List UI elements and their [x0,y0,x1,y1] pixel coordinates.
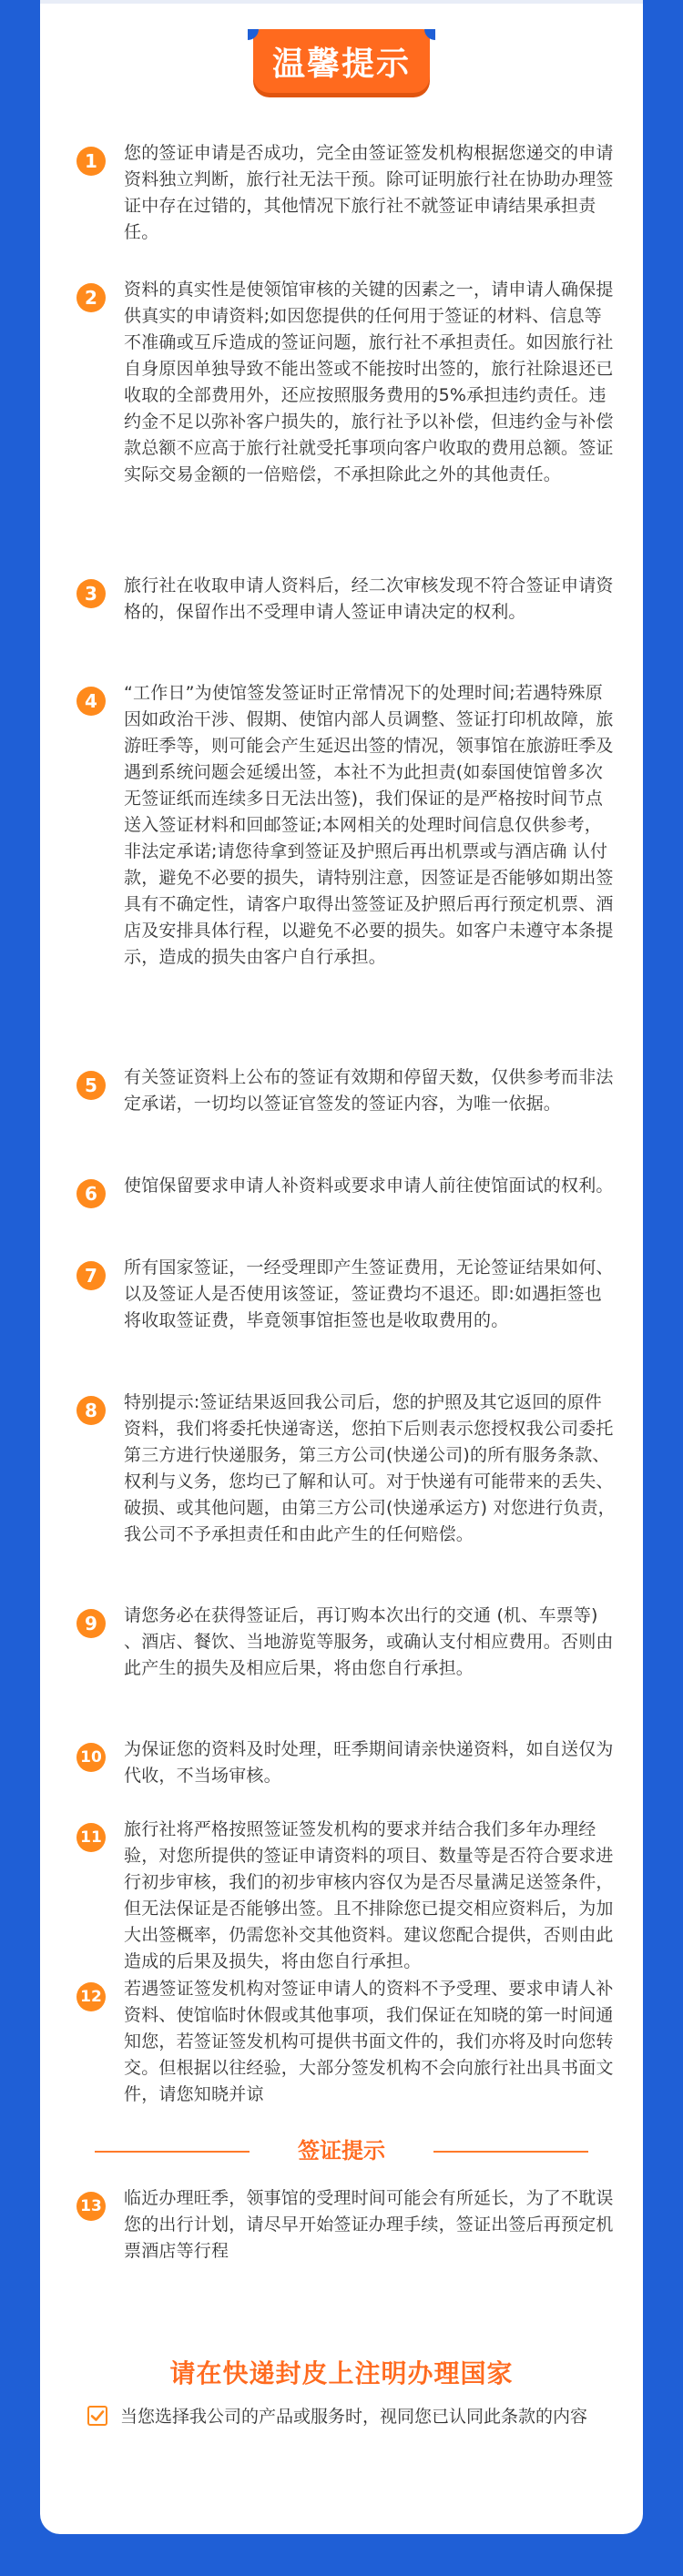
page-title: 温馨提示 [271,45,411,83]
list-item [82,2185,614,2265]
list-item [82,1603,614,1682]
agree-text: 当您选择我公司的产品或服务时，视同您已认同此条款的内容 [120,2407,588,2427]
list-item-text: 您的签证申请是否成功，完全由签证签发机构根据您递交的申请资料独立判断，旅行社无法干预。除可证明旅行社在协助办理签证中存在过错的，其他情况下旅行社不就签证申请结果承担责任。 [124,143,614,242]
list-item-text: 旅行社在收取申请人资料后，经二次审核发现不符合签证申请资格的，保留作出不受理申请人签证申请决定的权利。 [124,575,614,622]
list-item [82,680,614,971]
list-item [82,1976,614,2108]
agree-terms[interactable] [87,2404,597,2429]
list-item-text: “工作日”为使馆签发签证时正常情况下的处理时间;若遇特殊原因如政治干涉、假期、使馆内部人员调整、签证打印机故障，旅游旺季等，则可能会产生延迟出签的情况，领事馆在旅游旺季及遇到系统问题会延缓出签，本社不为此担责(如泰国使馆曾多次无签证纸而连续多日无法出签)，我们保证的是严格按时间节点送入签证材料和回邮签证;本网相关的处理时间信息仅供参考，非法定承诺;请您待拿到签证及护照后再出机票或与酒店确 认付款，避免不必要的损失，请特别注意，因签证是否能够如期出签具有不确定性，请客户取得出签签证及护照后再行预定机票、酒店及安排具体行程，以避免不必要的损失。如客户未遵守本条提示，造成的损失由客户自行承担。 [124,683,614,967]
visa-tip-title: 签证提示 [298,2138,385,2164]
footer-title: 请在快递封皮上注明办理国家 [169,2358,514,2388]
list-item-text: 为保证您的资料及时处理，旺季期间请亲快递资料，如自送仅为代收，不当场审核。 [124,1739,614,1786]
number-badge: 10 [76,1743,106,1772]
list-item [82,1064,614,1117]
list-item [82,1817,614,1975]
number-badge: 2 [76,283,106,312]
list-item-text: 有关签证资料上公布的签证有效期和停留天数，仅供参考而非法定承诺，一切均以签证官签发的签证内容，为唯一依据。 [124,1067,614,1114]
number-badge: 11 [76,1823,106,1852]
visa-tip-heading [40,2135,643,2166]
list-item-text: 临近办理旺季，领事馆的受理时间可能会有所延长，为了不耽误您的出行计划，请尽早开始签证办理手续，签证出签后再预定机票酒店等行程 [124,2188,614,2261]
number-badge: 3 [76,579,106,608]
list-item [82,1255,614,1334]
agree-checkbox[interactable] [87,2406,107,2426]
divider [433,2151,588,2153]
list-item-text: 若遇签证签发机构对签证申请人的资料不予受理、要求申请人补资料、使馆临时休假或其他事项，我们保证在知晓的第一时间通知您，若签证签发机构可提供书面文件的，我们亦将及时向您转交。但根据以往经验，大部分签发机构不会向旅行社出具书面文件，请您知晓并谅 [124,1979,614,2104]
number-badge: 1 [76,147,106,176]
list-item-text: 特别提示:签证结果返回我公司后，您的护照及其它返回的原件资料，我们将委托快递寄送，您拍下后则表示您授权我公司委托第三方进行快递服务，第三方公司(快递公司)的所有服务条款、权利与义务，您均已了解和认可。对于快递有可能带来的丢失、破损、或其他问题，由第三方公司(快递承运方) 对您进行负责，我公司不予承担责任和由此产生的任何赔偿。 [124,1392,616,1544]
list-item [82,1173,614,1205]
number-badge: 13 [76,2192,106,2221]
top-divider [40,0,643,4]
number-badge: 9 [76,1609,106,1638]
list-item [82,573,614,626]
number-badge: 12 [76,1982,106,2011]
list-item [82,1390,614,1548]
list-item [82,1736,614,1789]
list-item-text: 资料的真实性是使领馆审核的关键的因素之一，请申请人确保提供真实的申请资料;如因您提供的任何用于签证的材料、信息等不准确或互斥造成的签证问题，旅行社不承担责任。如因旅行社自身原因单独导致不能出签或不能按时出签的，旅行社除退还已收取的全部费用外，还应按照服务费用的5%承担违约责任。违约金不足以弥补客户损失的，旅行社予以补偿，但违约金与补偿款总额不应高于旅行社就受托事项向客户收取的费用总额。签证实际交易金额的一倍赔偿，不承担除此之外的其他责任。 [124,280,614,484]
number-badge: 7 [76,1261,106,1290]
number-badge: 6 [76,1179,106,1208]
page-title-banner [253,29,430,93]
number-badge: 8 [76,1396,106,1425]
list-item [82,277,614,488]
list-item-text: 旅行社将严格按照签证签发机构的要求并结合我们多年办理经验，对您所提供的签证申请资料的项目、数量等是否符合要求进行初步审核，我们的初步审核内容仅为是否尽量满足送签条件，但无法保证是否能够出签。且不排除您已提交相应资料后，为加大出签概率，仍需您补交其他资料。建议您配合提供，否则由此造成的后果及损失，将由您自行承担。 [124,1819,614,1971]
number-badge: 4 [76,687,106,716]
list-item [82,140,614,246]
list-item-text: 请您务必在获得签证后，再订购本次出行的交通 (机、车票等) 、酒店、餐饮、当地游览等服务，或确认支付相应费用。否则由此产生的损失及相应后果，将由您自行承担。 [124,1605,614,1678]
list-item-text: 使馆保留要求申请人补资料或要求申请人前往使馆面试的权利。 [124,1176,614,1196]
check-icon [89,2408,106,2424]
list-item-text: 所有国家签证，一经受理即产生签证费用，无论签证结果如何、以及签证人是否使用该签证，签证费均不退还。即:如遇拒签也将收取签证费，毕竟领事馆拒签也是收取费用的。 [124,1257,614,1330]
number-badge: 5 [76,1071,106,1100]
